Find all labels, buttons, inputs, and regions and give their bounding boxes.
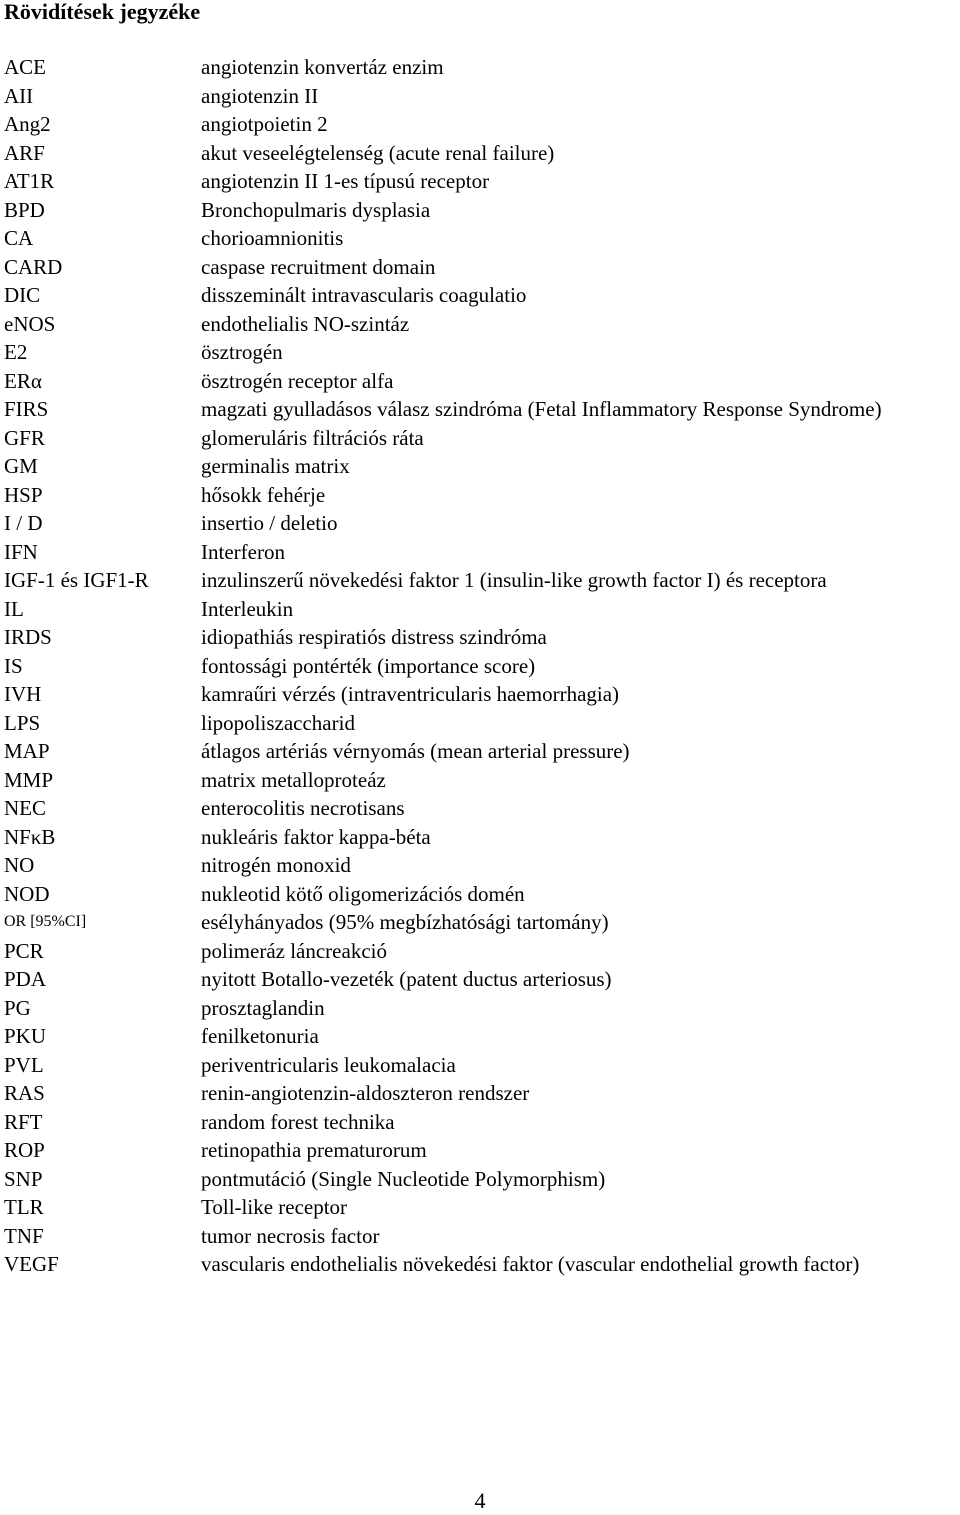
abbreviation-term: OR [95%CI] xyxy=(4,913,87,930)
abbreviation-term: Ang2 xyxy=(4,112,51,136)
abbreviation-term: NO xyxy=(4,853,35,877)
abbreviation-row xyxy=(4,424,959,453)
abbreviation-row xyxy=(4,310,959,339)
abbreviation-definition: angiotenzin II 1-es típusú receptor xyxy=(201,169,490,193)
abbreviation-definition: tumor necrosis factor xyxy=(201,1223,380,1248)
abbreviation-row xyxy=(4,338,959,367)
abbreviation-row xyxy=(4,1136,959,1165)
abbreviation-row xyxy=(4,452,959,481)
abbreviation-definition: nukleotid kötő oligomerizációs domén xyxy=(201,881,525,906)
abbreviation-definition: Toll-like receptor xyxy=(201,1195,348,1219)
abbreviation-definition: periventricularis leukomalacia xyxy=(201,1052,456,1077)
abbreviation-definition: idiopathiás respiratiós distress szindróma xyxy=(201,625,547,649)
abbreviation-term: NFκB xyxy=(4,824,56,849)
abbreviation-row xyxy=(4,823,959,852)
abbreviation-row xyxy=(4,139,959,168)
abbreviation-definition: nukleáris faktor kappa-béta xyxy=(201,824,431,849)
abbreviation-term: IL xyxy=(4,596,24,621)
abbreviation-definition: magzati gyulladásos válasz szindróma (Fetal Inflammatory Response Syndrome) xyxy=(201,397,882,421)
abbreviation-definition: insertio / deletio xyxy=(201,511,338,535)
abbreviation-definition: pontmutáció (Single Nucleotide Polymorphism) xyxy=(201,1166,606,1191)
abbreviation-definition: polimeráz láncreakció xyxy=(201,938,387,963)
abbreviation-row xyxy=(4,1079,959,1108)
abbreviation-row xyxy=(4,1222,959,1251)
abbreviation-term: I / D xyxy=(4,511,43,535)
abbreviation-row xyxy=(4,253,959,282)
abbreviation-term: IVH xyxy=(4,682,42,706)
abbreviation-term: ACE xyxy=(4,55,46,79)
abbreviation-row xyxy=(4,595,959,624)
abbreviation-definition: kamraűri vérzés (intraventricularis haemorrhagia) xyxy=(201,682,620,706)
abbreviation-row xyxy=(4,851,959,880)
abbreviation-definition: caspase recruitment domain xyxy=(201,254,436,279)
abbreviation-row xyxy=(4,53,959,82)
abbreviation-term: GFR xyxy=(4,425,45,450)
abbreviation-term: ERα xyxy=(4,368,42,393)
abbreviation-definition: renin-angiotenzin-aldoszteron rendszer xyxy=(201,1081,530,1105)
abbreviation-term: SNP xyxy=(4,1166,43,1191)
abbreviation-definition: Interferon xyxy=(201,539,285,564)
abbreviation-row xyxy=(4,680,959,709)
abbreviation-term: AII xyxy=(4,83,34,108)
abbreviation-list xyxy=(4,53,959,1279)
abbreviation-definition: Bronchopulmaris dysplasia xyxy=(201,197,431,222)
abbreviation-row xyxy=(4,766,959,795)
abbreviation-definition: fontossági pontérték (importance score) xyxy=(201,653,536,678)
abbreviation-row xyxy=(4,1022,959,1051)
abbreviation-term: IFN xyxy=(4,539,38,564)
abbreviation-definition: nyitott Botallo-vezeték (patent ductus arteriosus) xyxy=(201,967,612,991)
abbreviation-row xyxy=(4,908,959,937)
abbreviation-definition: ösztrogén receptor alfa xyxy=(201,368,394,393)
abbreviation-row xyxy=(4,82,959,111)
abbreviation-term: RFT xyxy=(4,1109,43,1134)
abbreviation-definition: ösztrogén xyxy=(201,340,283,364)
abbreviation-definition: átlagos artériás vérnyomás (mean arterial pressure) xyxy=(201,739,630,763)
abbreviation-definition: angiotenzin konvertáz enzim xyxy=(201,55,444,79)
abbreviation-row xyxy=(4,1051,959,1080)
abbreviation-term: GM xyxy=(4,454,38,478)
abbreviation-definition: angiotpoietin 2 xyxy=(201,112,328,136)
abbreviation-row xyxy=(4,367,959,396)
abbreviation-row xyxy=(4,994,959,1023)
abbreviation-definition: prosztaglandin xyxy=(201,995,325,1020)
abbreviation-definition: nitrogén monoxid xyxy=(201,853,351,877)
abbreviation-term: IRDS xyxy=(4,625,52,649)
abbreviation-row xyxy=(4,737,959,766)
abbreviation-definition: chorioamnionitis xyxy=(201,226,344,250)
abbreviation-term: CA xyxy=(4,226,34,250)
abbreviation-term: E2 xyxy=(4,340,28,364)
abbreviation-row xyxy=(4,794,959,823)
abbreviation-term: ARF xyxy=(4,140,45,165)
abbreviation-term: IS xyxy=(4,653,23,678)
abbreviation-row xyxy=(4,1108,959,1137)
abbreviation-definition: germinalis matrix xyxy=(201,454,350,478)
abbreviation-term: FIRS xyxy=(4,397,49,421)
abbreviation-row xyxy=(4,1193,959,1222)
abbreviation-row xyxy=(4,623,959,652)
abbreviation-row xyxy=(4,652,959,681)
abbreviation-row xyxy=(4,937,959,966)
abbreviation-row xyxy=(4,1250,959,1279)
abbreviation-term: RAS xyxy=(4,1081,45,1105)
abbreviation-term: PG xyxy=(4,995,31,1020)
abbreviation-term: PKU xyxy=(4,1024,47,1048)
abbreviation-definition: retinopathia prematurorum xyxy=(201,1138,427,1162)
abbreviation-row xyxy=(4,196,959,225)
abbreviation-row xyxy=(4,965,959,994)
abbreviation-row xyxy=(4,880,959,909)
abbreviation-row xyxy=(4,224,959,253)
abbreviation-definition: endothelialis NO-szintáz xyxy=(201,311,410,336)
abbreviation-term: AT1R xyxy=(4,169,55,193)
abbreviation-term: IGF-1 és IGF1-R xyxy=(4,568,149,592)
abbreviation-row xyxy=(4,538,959,567)
abbreviation-definition: lipopoliszaccharid xyxy=(201,710,355,735)
abbreviation-row xyxy=(4,509,959,538)
abbreviation-term: eNOS xyxy=(4,311,56,336)
abbreviation-definition: hősokk fehérje xyxy=(201,482,326,507)
abbreviation-term: MMP xyxy=(4,767,54,792)
abbreviation-definition: akut veseelégtelenség (acute renal failure) xyxy=(201,140,555,165)
abbreviation-term: DIC xyxy=(4,283,41,307)
abbreviation-term: LPS xyxy=(4,710,41,735)
abbreviation-term: CARD xyxy=(4,254,63,279)
abbreviation-definition: matrix metalloproteáz xyxy=(201,767,386,792)
abbreviation-row xyxy=(4,1165,959,1194)
abbreviation-term: NOD xyxy=(4,881,50,906)
abbreviation-term: TLR xyxy=(4,1195,44,1219)
page-number: 4 xyxy=(474,1488,486,1513)
page-title: Rövidítések jegyzéke xyxy=(4,0,201,24)
abbreviation-definition: disszeminált intravascularis coagulatio xyxy=(201,283,527,307)
abbreviation-row xyxy=(4,709,959,738)
abbreviation-definition: fenilketonuria xyxy=(201,1024,319,1048)
abbreviation-term: VEGF xyxy=(4,1252,59,1276)
abbreviation-term: HSP xyxy=(4,482,43,507)
abbreviation-row xyxy=(4,281,959,310)
abbreviation-definition: esélyhányados (95% megbízhatósági tartomány) xyxy=(201,910,609,934)
abbreviation-definition: enterocolitis necrotisans xyxy=(201,796,405,820)
abbreviation-term: MAP xyxy=(4,739,50,763)
abbreviation-definition: angiotenzin II xyxy=(201,83,319,108)
abbreviation-term: ROP xyxy=(4,1138,45,1162)
abbreviation-definition: random forest technika xyxy=(201,1109,395,1134)
abbreviation-row xyxy=(4,566,959,595)
abbreviation-term: PCR xyxy=(4,938,44,963)
abbreviation-definition: Interleukin xyxy=(201,596,294,621)
abbreviation-definition: vascularis endothelialis növekedési faktor (vascular endothelial growth factor) xyxy=(201,1252,860,1276)
abbreviation-row xyxy=(4,167,959,196)
abbreviation-definition: inzulinszerű növekedési faktor 1 (insulin-like growth factor I) és receptora xyxy=(201,568,827,592)
abbreviation-term: NEC xyxy=(4,796,46,820)
abbreviation-term: PDA xyxy=(4,967,47,991)
abbreviation-term: PVL xyxy=(4,1052,44,1077)
abbreviation-row xyxy=(4,110,959,139)
abbreviation-term: TNF xyxy=(4,1223,44,1248)
abbreviation-definition: glomeruláris filtrációs ráta xyxy=(201,425,424,450)
abbreviation-term: BPD xyxy=(4,197,45,222)
abbreviation-row xyxy=(4,395,959,424)
abbreviation-row xyxy=(4,481,959,510)
